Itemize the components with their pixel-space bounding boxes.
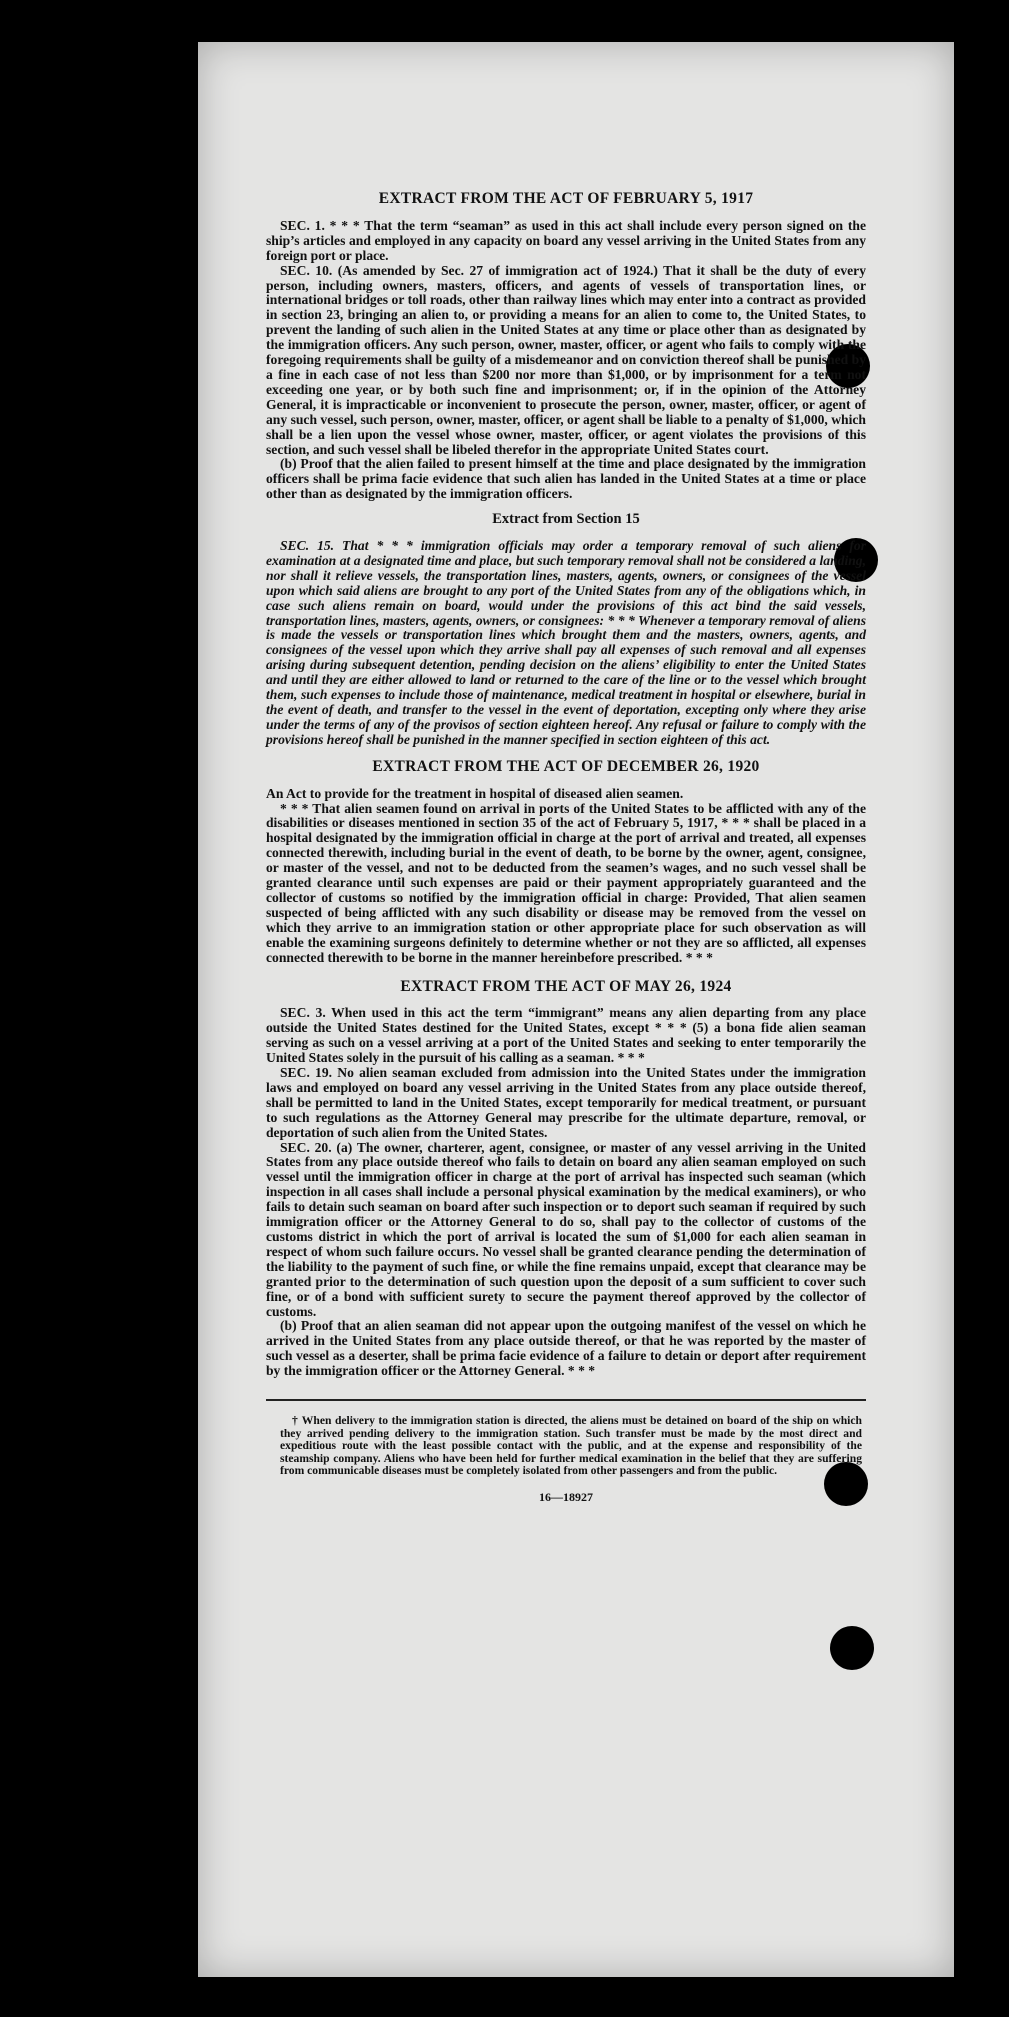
act-1920-title: An Act to provide for the treatment in hospital of diseased alien seamen. [266,785,684,801]
heading-act-1917: EXTRACT FROM THE ACT OF FEBRUARY 5, 1917 [378,190,754,207]
act-1920-text: * * * That alien seamen found on arrival in ports of the United States to be afflicted with any of the disabilities or diseases mentioned in section 35 of the act of February 5, 1917, * * * shall be placed in a hospital designated by the immigration official in charge at the port of arrival and treated, all expenses connected therewith, including burial in the event of death, to be borne by the owner, agent, consignee, or master of the vessel, and not to be deducted from the seamen’s wages, and no such vessel shall be granted clearance until such expenses are paid or their payment appropriately guaranteed and the collector of customs so notified by the immigration official in charge: Provided, That alien seamen suspected of being afflicted with any such disability or disease may be removed from the vessel on which they arrive to an immigration station or other appropriate place for such observation as will enable the examining surgeons definitely to determine whether or not they are so afflicted, all expenses connected therewith to be borne in the manner hereinbefore prescribed. * * * [266,800,866,965]
section-3-text: SEC. 3. When used in this act the term “immigrant” means any alien departing from any place outside the United States destined for the United States, except * * * (5) a bona fide alien seaman serving as such on a vessel arriving at a port of the United States and seeking to enter temporarily the United States solely in the pursuit of his calling as a seaman. * * * [266,1005,866,1066]
section-20b-text: (b) Proof that an alien seaman did not appear upon the outgoing manifest of the vessel on which he arrived in the United States from any place outside thereof, or that he was reported by the master of such vessel as a deserter, shall be prima facie evidence of a failure to detain or deport after requirement by the immigration officer or the Attorney General. * * * [266,1318,866,1379]
heading-section-15: Extract from Section 15 [492,511,640,528]
punch-hole [830,1626,874,1670]
heading-act-1920: EXTRACT FROM THE ACT OF DECEMBER 26, 1920 [372,757,760,775]
form-code: 16—18927 [539,1490,593,1505]
footnote-divider [266,1399,866,1401]
section-1-text: SEC. 1. * * * That the term “seaman” as used in this act shall include every person signed on the ship’s articles and employed in any capacity on board any vessel arriving in the United States from any foreign port or place. [266,217,866,263]
section-19-text: SEC. 19. No alien seaman excluded from admission into the United States under the immigration laws and employed on board any vessel arriving in the United States from any place outside thereof, shall be permitted to land in the United States, except temporarily for medical treatment, or pursuant to such regulations as the Attorney General may prescribe for the ultimate departure, removal, or deportation of such alien from the United States. [266,1065,866,1140]
document-page [198,42,954,1977]
footnote-text: † When delivery to the immigration station is directed, the aliens must be detained on board of the ship on which they arrived pending delivery to the immigration station. Such transfer must be made by the most direct and expeditious route with the least possible contact with the public, and at the expense and responsibility of the steamship company. Aliens who have been held for further medical examination in the belief that they are suffering from communicable diseases must be completely isolated from other passengers and from the public. [280,1414,862,1478]
heading-act-1924: EXTRACT FROM THE ACT OF MAY 26, 1924 [400,977,732,995]
section-10-text: SEC. 10. (As amended by Sec. 27 of immigration act of 1924.) That it shall be the duty of every person, including owners, masters, officers, and agents of vessels of transportation lines, or international bridges or toll roads, other than railway lines which may enter into a contract as provided in section 23, bringing an alien to, or providing a means for an alien to come to, the United States, to prevent the landing of such alien in the United States at any time or place other than as designated by the immigration officers. Any such person, owner, master, officer, or agent who fails to comply with the foregoing requirements shall be guilty of a misdemeanor and on conviction thereof shall be punished by a fine in each case of not less than $200 nor more than $1,000, or by imprisonment for a term not exceeding one year, or by both such fine and imprisonment; or, if in the opinion of the Attorney General, it is impracticable or inconvenient to prosecute the person, owner, master, officer, or agent of any such vessel, such person, owner, master, officer, or agent shall be liable to a penalty of $1,000, which shall be a lien upon the vessel whose owner, master, officer, or agent violates the provisions of this section, and such vessel shall be libeled therefor in the appropriate United States court. [266,262,866,457]
section-20-text: SEC. 20. (a) The owner, charterer, agent, consignee, or master of any vessel arriving in the United States from any place outside thereof who fails to detain on board any alien seaman employed on such vessel until the immigration officer in charge at the port of arrival has inspected such seaman (which inspection in all cases shall include a personal physical examination by the medical examiners), or who fails to detain such seaman on board after such inspection or to deport such seaman if required by such immigration officer or the Attorney General to do so, shall pay to the collector of customs of the customs district in which the port of arrival is located the sum of $1,000 for each alien seaman in respect of whom such failure occurs. No vessel shall be granted clearance pending the determination of the liability to the payment of such fine, or while the fine remains unpaid, except that clearance may be granted prior to the determination of such question upon the deposit of a sum sufficient to cover such fine, or of a bond with sufficient surety to secure the payment thereof approved by the collector of customs. [266,1139,866,1319]
document-body [266,192,866,1505]
section-10b-text: (b) Proof that the alien failed to present himself at the time and place designated by the immigration officers shall be prima facie evidence that such alien has landed in the United States at a time or place other than as designated by the immigration officers. [266,456,866,502]
section-15-text: SEC. 15. That * * * immigration officials may order a temporary removal of such aliens for examination at a designated time and place, but such temporary removal shall not be considered a landing, nor shall it relieve vessels, the transportation lines, masters, agents, owners, or consignees of the vessel upon which said aliens are brought to any port of the United States from any of the obligations which, in case such aliens remain on board, would under the provisions of this act bind the said vessels, transportation lines, masters, agents, owners, or consignees: * * * Whenever a temporary removal of aliens is made the vessels or transportation lines which brought them and the masters, owners, agents, and consignees of the vessel upon which they arrive shall pay all expenses of such removal and all expenses arising during subsequent detention, pending decision on the aliens’ eligibility to enter the United States and until they are either allowed to land or returned to the care of the line or to the vessel which brought them, such expenses to include those of maintenance, medical treatment in hospital or elsewhere, burial in the event of death, and transfer to the vessel in the event of deportation, excepting only where they arise under the terms of any of the provisos of section eighteen hereof. Any refusal or failure to comply with the provisions hereof shall be punished in the manner specified in section eighteen of this act. [266,538,866,747]
